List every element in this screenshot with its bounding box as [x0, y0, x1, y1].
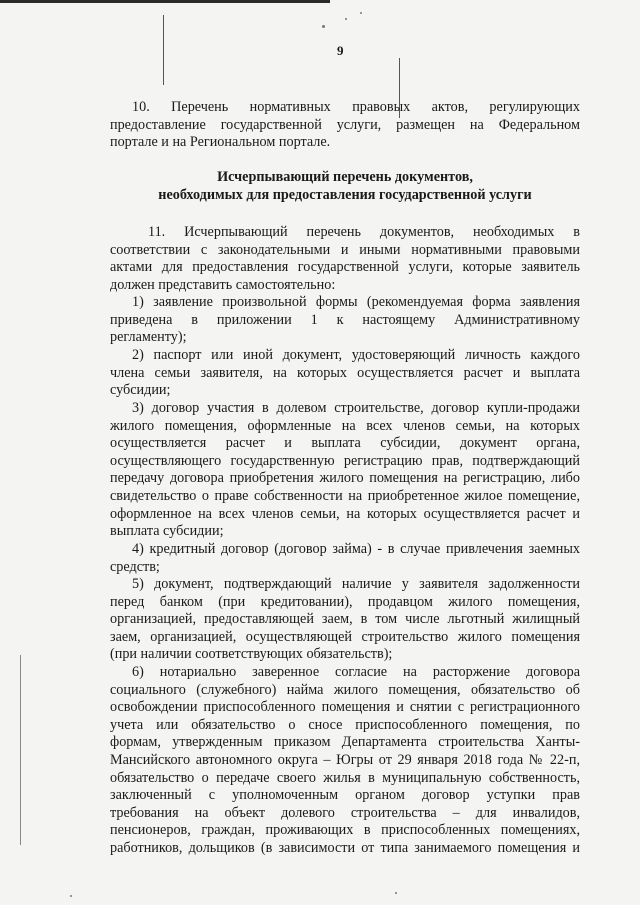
- section-heading: [110, 168, 580, 204]
- scan-speck: [345, 18, 347, 20]
- text-line: портале и на Региональном портале.: [110, 134, 331, 151]
- text-line: формам, утвержденным приказом Департамента строительства Ханты-: [110, 734, 580, 751]
- text-line: 11. Исчерпывающий перечень документов, необходимых в: [148, 224, 580, 240]
- text-line: (при наличии соответствующих обязательств);: [110, 646, 393, 663]
- text-line: заключенный с уполномоченным органом договор уступки прав: [110, 787, 580, 804]
- scan-artifact-line: [163, 15, 164, 85]
- text-line: освобождении приспособленного помещения и снятии с регистрационного: [110, 699, 580, 716]
- text-line: средств;: [110, 558, 160, 575]
- text-line: работников, дольщиков (в зависимости от типа занимаемого помещения и: [110, 839, 580, 856]
- text-line: 1) заявление произвольной формы (рекомендуемая форма заявления: [132, 294, 580, 310]
- text-line: жилого помещения, оформленные на всех членов семьи, на которых: [110, 417, 580, 434]
- text-line: приведена в приложении 1 к настоящему Административному: [110, 311, 580, 328]
- text-line: свидетельство о праве собственности на приобретенное жилое помещение,: [110, 487, 580, 504]
- list-item: [110, 347, 580, 400]
- paragraph-11: [110, 224, 580, 294]
- text-line: регламенту);: [110, 329, 187, 346]
- text-line: субсидии;: [110, 382, 171, 399]
- scan-speck: [395, 892, 397, 894]
- text-line: социального (служебного) найма жилого помещения, обязательство об: [110, 681, 580, 698]
- list-item: [110, 541, 580, 576]
- text-line: перед банком (при кредитовании), продавцом жилого помещения,: [110, 593, 580, 610]
- text-line: 4) кредитный договор (договор займа) - в случае привлечения заемных: [132, 541, 580, 557]
- text-line: организацией, предоставляющей заем, в том числе льготный жилищный: [110, 611, 580, 628]
- text-line: 3) договор участия в долевом строительстве, договор купли-продажи: [132, 400, 580, 416]
- text-line: члена семьи заявителя, на которых осуществляется расчет и выплата: [110, 364, 580, 381]
- heading-line: Исчерпывающий перечень документов,: [217, 169, 473, 185]
- text-line: 6) нотариально заверенное согласие на расторжение договора: [132, 664, 580, 680]
- text-line: учета или обязательство о сносе приспособленного помещения, по: [110, 716, 580, 733]
- text-line: требования на объект долевого строительства – для инвалидов,: [110, 804, 580, 821]
- list-item: [110, 294, 580, 347]
- text-line: соответствии с законодательными и иными нормативными правовыми: [110, 241, 580, 258]
- text-line: осуществляется расчет и выплата субсидии, документ органа,: [110, 435, 580, 452]
- scan-artifact-line: [20, 655, 21, 845]
- text-line: 10. Перечень нормативных правовых актов, регулирующих: [132, 99, 580, 115]
- text-line: 2) паспорт или иной документ, удостоверяющий личность каждого: [132, 347, 580, 363]
- text-line: предоставление государственной услуги, размещен на Федеральном: [110, 116, 580, 133]
- text-line: обязательство о передаче своего жилья в муниципальную собственность,: [110, 769, 580, 786]
- text-line: выплата субсидии;: [110, 523, 224, 540]
- paragraph-10: [110, 99, 580, 152]
- text-line: пенсионеров, граждан, проживающих в приспособленных помещениях,: [110, 822, 580, 839]
- text-line: Мансийского автономного округа – Югры от 29 января 2018 года № 22-п,: [110, 751, 580, 768]
- page-number: 9: [337, 43, 344, 58]
- scan-speck: [322, 25, 325, 28]
- text-line: 5) документ, подтверждающий наличие у заявителя задолженности: [132, 576, 580, 592]
- scan-speck: [70, 895, 72, 897]
- scan-top-border: [0, 0, 330, 3]
- list-item: [110, 664, 580, 858]
- list-item: [110, 576, 580, 664]
- text-line: должен представить самостоятельно:: [110, 276, 336, 293]
- scan-speck: [360, 12, 362, 14]
- text-line: передачу договора приобретения жилого помещения на регистрацию, либо: [110, 470, 580, 487]
- heading-line: необходимых для предоставления государственной услуги: [158, 187, 532, 203]
- text-line: заем, организацией, осуществляющей строительство жилого помещения: [110, 628, 580, 645]
- text-line: осуществляющего государственную регистрацию прав, подтверждающий: [110, 452, 580, 469]
- text-line: оформленное на всех членов семьи, на которых осуществляется расчет и: [110, 505, 580, 522]
- list-item: [110, 400, 580, 541]
- text-line: актами для предоставления государственной услуги, которые заявитель: [110, 259, 580, 276]
